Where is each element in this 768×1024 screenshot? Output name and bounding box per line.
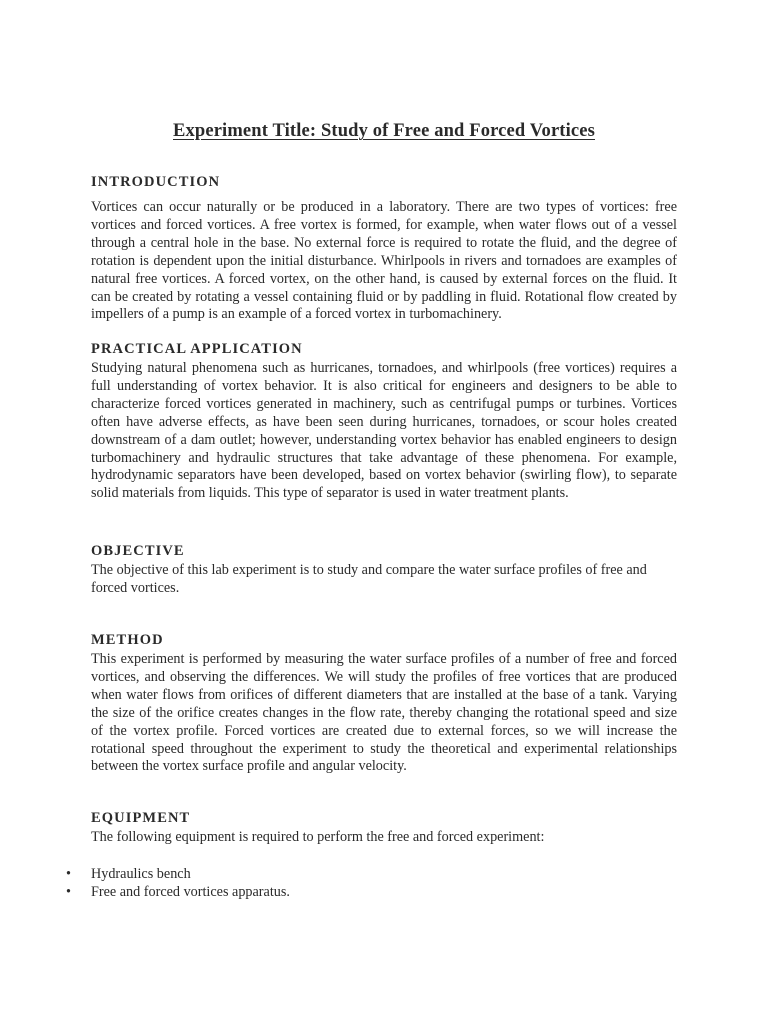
practical-application-body: Studying natural phenomena such as hurricanes, tornadoes, and whirlpools (free vortices) requires a full understanding of vortex behavior. It is also critical for engineers and designers to be able to characterize forced vortices generated in machinery, such as centrifugal pumps or turbines. Vortices often have adverse effects, as have been seen during hurricanes, tornadoes, or scour holes created downstream of a dam outlet; however, understanding vortex behavior has enabled engineers to design turbomachinery and hydraulic structures that take advantage of these phenomena. For example, hydrodynamic separators have been developed, based on vortex behavior (swirling flow), to separate solid materials from liquids. This type of separator is used in water treatment plants. bbox=[91, 360, 677, 502]
introduction-heading: INTRODUCTION bbox=[91, 174, 221, 190]
bullet-icon: • bbox=[66, 866, 71, 882]
list-item bbox=[0, 883, 290, 901]
method-heading: METHOD bbox=[91, 632, 164, 648]
equipment-list bbox=[0, 865, 290, 901]
bullet-icon: • bbox=[66, 884, 71, 900]
list-item bbox=[0, 865, 290, 883]
objective-heading: OBJECTIVE bbox=[91, 543, 185, 559]
method-body: This experiment is performed by measuring the water surface profiles of a number of free and forced vortices, and observing the differences. We will study the profiles of free vortices that are produced when water flows from orifices of different diameters that are installed at the base of a tank. Varying the size of the orifice creates changes in the flow rate, thereby changing the rotational speed and size of the vortex profile. Forced vortices are created due to external forces, so we will increase the rotational speed throughout the experiment to study the theoretical and experimental relationships between the vortex surface profile and angular velocity. bbox=[91, 651, 677, 775]
objective-body: The objective of this lab experiment is to study and compare the water surface profiles of free and forced vortices. bbox=[91, 562, 647, 596]
list-item-label: Free and forced vortices apparatus. bbox=[91, 884, 290, 900]
equipment-heading: EQUIPMENT bbox=[91, 810, 191, 826]
document-title: Experiment Title: Study of Free and Forced Vortices bbox=[173, 121, 595, 141]
list-item-label: Hydraulics bench bbox=[91, 866, 191, 882]
equipment-body: The following equipment is required to perform the free and forced experiment: bbox=[91, 829, 545, 845]
introduction-body: Vortices can occur naturally or be produced in a laboratory. There are two types of vortices: free vortices and forced vortices. A free vortex is formed, for example, when water flows out of a vessel through a central hole in the base. No external force is required to rotate the fluid, and the degree of rotation is dependent upon the initial disturbance. Whirlpools in rivers and tornadoes are examples of natural free vortices. A forced vortex, on the other hand, is caused by external forces on the fluid. It can be created by rotating a vessel containing fluid or by paddling in fluid. Rotational flow created by impellers of a pump is an example of a forced vortex in turbomachinery. bbox=[91, 199, 677, 323]
practical-application-heading: PRACTICAL APPLICATION bbox=[91, 341, 303, 357]
